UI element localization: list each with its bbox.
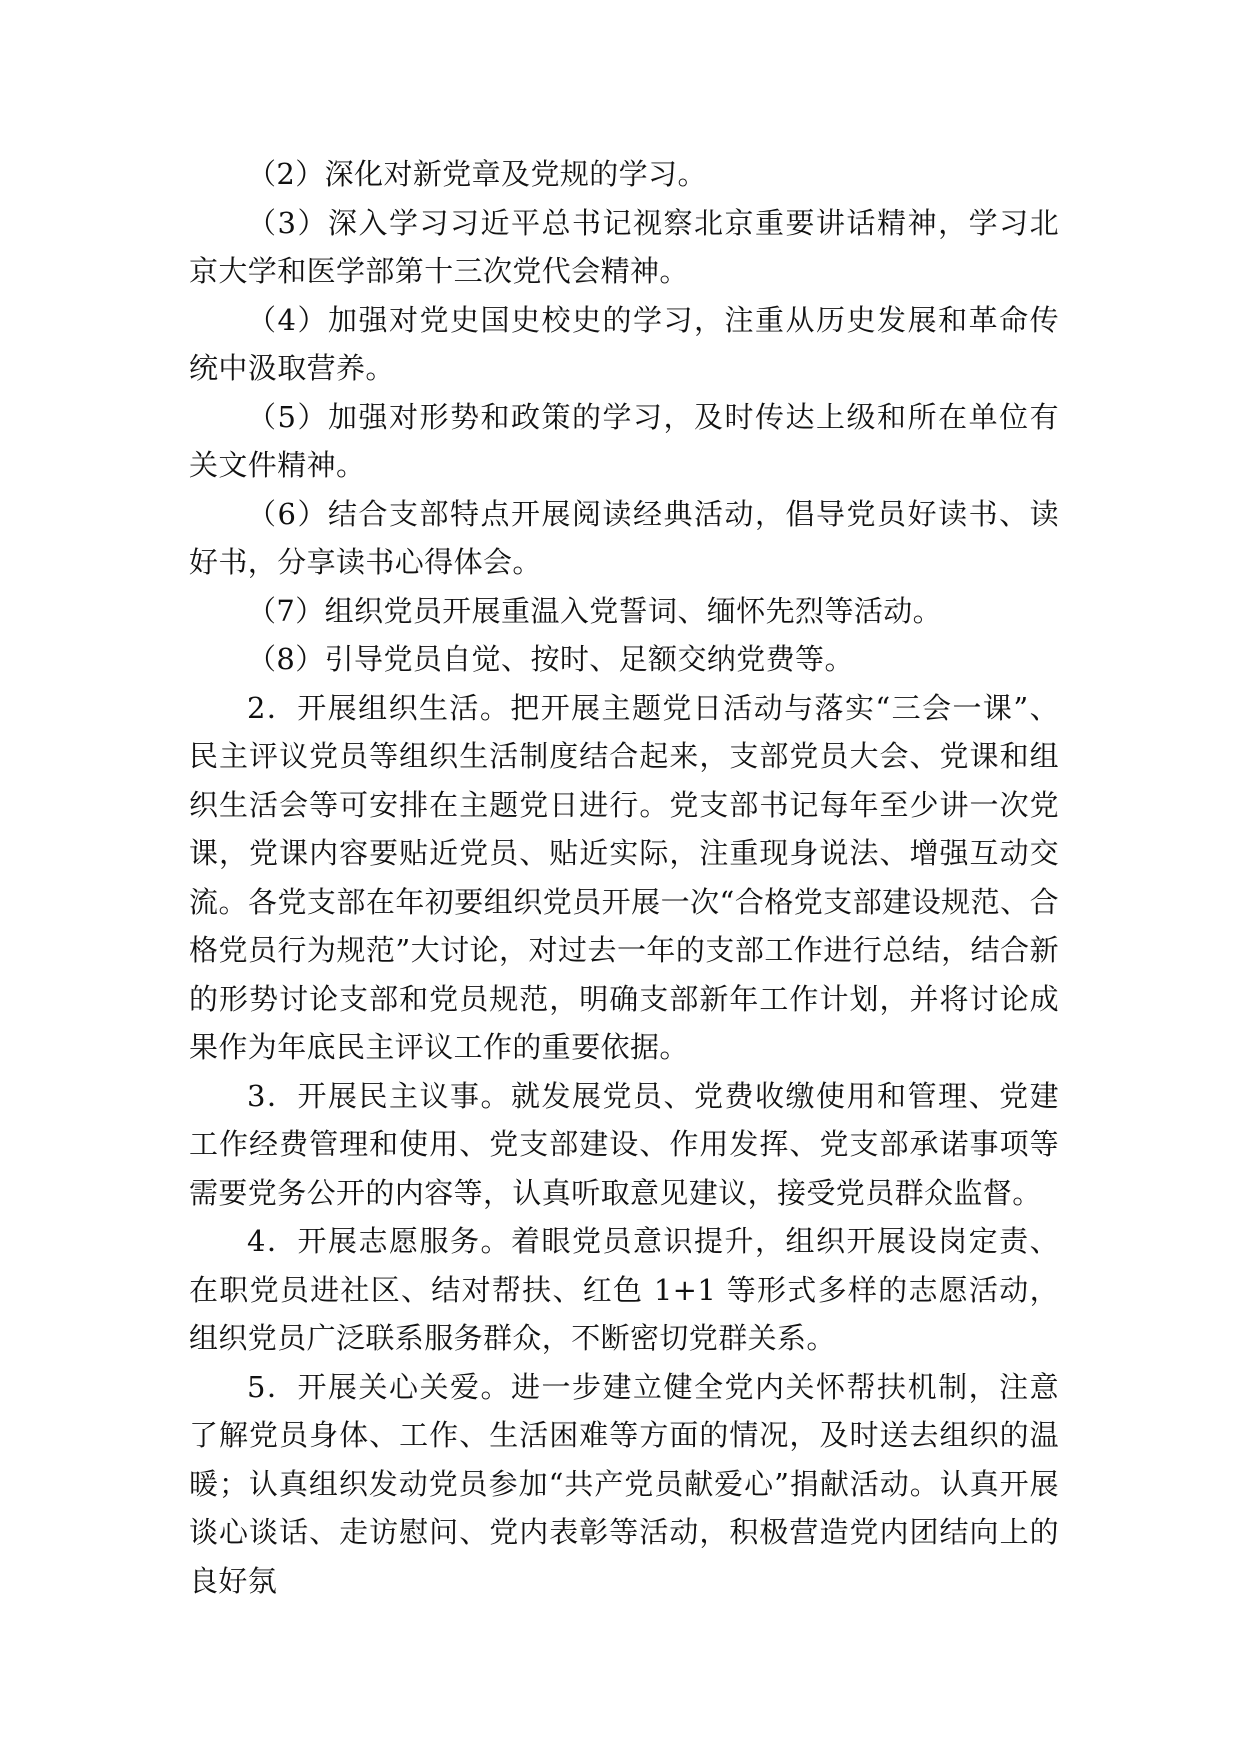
list-item-8: （8）引导党员自觉、按时、足额交纳党费等。 (247, 642, 854, 676)
list-item-7: （7）组织党员开展重温入党誓词、缅怀先烈等活动。 (247, 593, 943, 628)
section-volunteer-service: 4．开展志愿服务。着眼党员意识提升，组织开展设岗定责、在职党员进社区、结对帮扶、红色 1+1 等形式多样的志愿活动，组织党员广泛联系服务群众，不断密切党群关系。 (189, 1224, 1059, 1355)
section-democratic-discussion: 3．开展民主议事。就发展党员、党费收缴使用和管理、党建工作经费管理和使用、党支部建设、作用发挥、党支部承诺事项等需要党务公开的内容等，认真听取意见建议，接受党员群众监督。 (189, 1078, 1059, 1210)
list-item-6: （6）结合支部特点开展阅读经典活动，倡导党员好读书、读好书，分享读书心得体会。 (189, 496, 1059, 579)
document-body (189, 150, 1059, 1605)
section-organizational-life: 2．开展组织生活。把开展主题党日活动与落实“三会一课”、民主评议党员等组织生活制度结合起来，支部党员大会、党课和组织生活会等可安排在主题党日进行。党支部书记每年至少讲一次党课，党课内容要贴近党员、贴近实际，注重现身说法、增强互动交流。各党支部在年初要组织党员开展一次“合格党支部建设规范、合格党员行为规范”大讨论，对过去一年的支部工作进行总结，结合新的形势讨论支部和党员规范，明确支部新年工作计划，并将讨论成果作为年底民主评议工作的重要依据。 (189, 690, 1059, 1064)
list-item-4: （4）加强对党史国史校史的学习，注重从历史发展和革命传统中汲取营养。 (189, 302, 1059, 385)
list-item-2: （2）深化对新党章及党规的学习。 (247, 157, 707, 191)
list-item-5: （5）加强对形势和政策的学习，及时传达上级和所在单位有关文件精神。 (189, 399, 1059, 482)
section-care: 5．开展关心关爱。进一步建立健全党内关怀帮扶机制，注意了解党员身体、工作、生活困难等方面的情况，及时送去组织的温暖；认真组织发动党员参加“共产党员献爱心”捐献活动。认真开展谈心谈话、走访慰问、党内表彰等活动，积极营造党内团结向上的良好氛 (189, 1369, 1059, 1598)
list-item-3: （3）深入学习习近平总书记视察北京重要讲话精神，学习北京大学和医学部第十三次党代会精神。 (189, 205, 1059, 288)
